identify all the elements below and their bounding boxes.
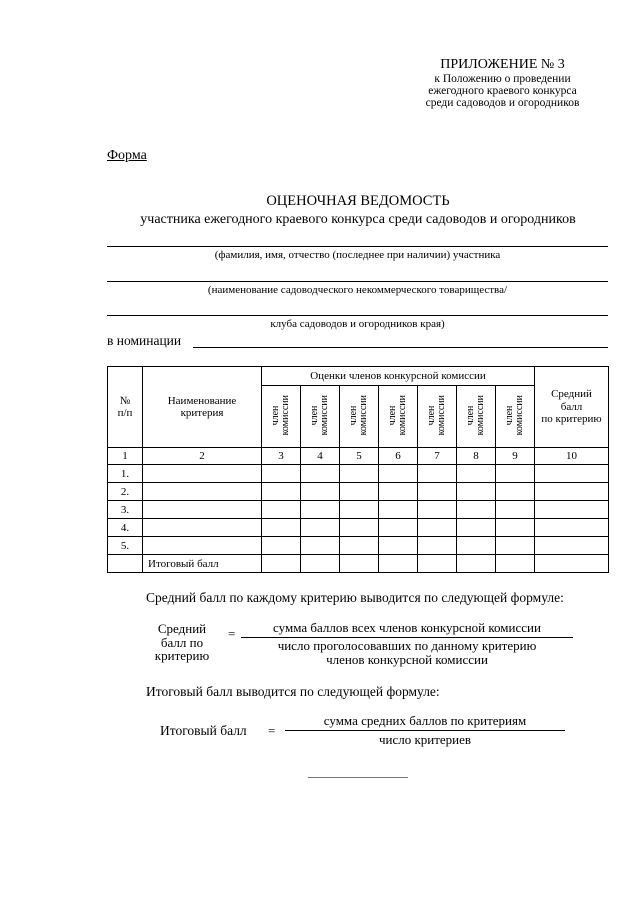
average-cell[interactable]: [535, 537, 609, 555]
end-divider: [308, 777, 408, 778]
score-cell[interactable]: [340, 537, 379, 555]
row-number: 5.: [108, 537, 143, 555]
score-cell[interactable]: [379, 519, 418, 537]
criterion-cell[interactable]: [143, 465, 262, 483]
average-cell[interactable]: [535, 501, 609, 519]
formula2-fraction-bar: [285, 730, 565, 731]
table-row: [108, 537, 609, 555]
evaluation-table: [107, 366, 609, 573]
score-cell[interactable]: [418, 501, 457, 519]
total-score-cell[interactable]: [340, 555, 379, 573]
score-cell[interactable]: [301, 519, 340, 537]
table-row: [108, 519, 609, 537]
table-header-row: [108, 367, 609, 386]
index-cell: 3: [262, 448, 301, 465]
table-row: [108, 465, 609, 483]
organization-line-2[interactable]: [107, 315, 608, 316]
formula1-left: Средний балл по критерию: [154, 621, 210, 664]
organization-caption-2: клуба садоводов и огородников края): [270, 318, 445, 330]
header-member: член комиссии: [340, 386, 379, 448]
score-cell[interactable]: [457, 519, 496, 537]
formula2-left: Итоговый балл: [160, 723, 247, 738]
row-number: 4.: [108, 519, 143, 537]
score-cell[interactable]: [457, 501, 496, 519]
total-score-cell[interactable]: [418, 555, 457, 573]
total-score-cell[interactable]: [457, 555, 496, 573]
score-cell[interactable]: [340, 501, 379, 519]
header-member: член комиссии: [457, 386, 496, 448]
score-cell[interactable]: [418, 519, 457, 537]
score-cell[interactable]: [379, 483, 418, 501]
form-label: Форма: [107, 148, 147, 163]
score-cell[interactable]: [496, 537, 535, 555]
score-cell[interactable]: [301, 537, 340, 555]
nomination-line[interactable]: [193, 347, 608, 348]
header-scores-group: Оценки членов конкурсной комиссии: [262, 367, 535, 386]
score-cell[interactable]: [340, 483, 379, 501]
row-number: 3.: [108, 501, 143, 519]
average-cell[interactable]: [535, 483, 609, 501]
criterion-cell[interactable]: [143, 483, 262, 501]
header-member: член комиссии: [301, 386, 340, 448]
appendix-line: ежегодного краевого конкурса: [428, 84, 577, 97]
header-num: № п/п: [108, 367, 143, 448]
table-total-row: [108, 555, 609, 573]
formula1-denominator: число проголосовавших по данному критерию членов конкурсной комиссии: [277, 638, 537, 667]
total-label: Итоговый балл: [143, 555, 262, 573]
score-cell[interactable]: [262, 519, 301, 537]
score-cell[interactable]: [496, 465, 535, 483]
index-cell: 9: [496, 448, 535, 465]
header-criterion: Наименование критерия: [143, 367, 262, 448]
score-cell[interactable]: [301, 501, 340, 519]
score-cell[interactable]: [418, 465, 457, 483]
score-cell[interactable]: [379, 501, 418, 519]
score-cell[interactable]: [262, 483, 301, 501]
score-cell[interactable]: [496, 519, 535, 537]
header-member: член комиссии: [418, 386, 457, 448]
index-cell: 2: [143, 448, 262, 465]
score-cell[interactable]: [496, 501, 535, 519]
score-cell[interactable]: [262, 465, 301, 483]
formula2-denominator: число критериев: [378, 732, 472, 747]
average-cell[interactable]: [535, 519, 609, 537]
table-index-row: [108, 448, 609, 465]
appendix-header: [400, 58, 605, 109]
score-cell[interactable]: [262, 501, 301, 519]
participant-caption: (фамилия, имя, отчество (последнее при наличии) участника: [214, 249, 501, 261]
nomination-label: в номинации: [107, 333, 182, 348]
participant-name-line[interactable]: [107, 246, 608, 247]
score-cell[interactable]: [457, 465, 496, 483]
score-cell[interactable]: [301, 465, 340, 483]
total-score-cell[interactable]: [301, 555, 340, 573]
appendix-line: среди садоводов и огородников: [425, 96, 580, 109]
formula1-equals: =: [228, 626, 236, 641]
criterion-cell[interactable]: [143, 501, 262, 519]
criterion-cell[interactable]: [143, 537, 262, 555]
header-member: член комиссии: [496, 386, 535, 448]
total-score-cell[interactable]: [496, 555, 535, 573]
appendix-title: ПРИЛОЖЕНИЕ № 3: [440, 57, 565, 72]
header-average: Средний балл по критерию: [535, 367, 609, 448]
score-cell[interactable]: [262, 537, 301, 555]
index-cell: 5: [340, 448, 379, 465]
score-cell[interactable]: [457, 483, 496, 501]
score-cell[interactable]: [457, 537, 496, 555]
total-score-cell[interactable]: [379, 555, 418, 573]
index-cell: 1: [108, 448, 143, 465]
score-cell[interactable]: [379, 465, 418, 483]
document-title: ОЦЕНОЧНАЯ ВЕДОМОСТЬ: [266, 193, 450, 209]
appendix-line: к Положению о проведении: [434, 72, 571, 85]
total-empty: [108, 555, 143, 573]
formula2-equals: =: [268, 723, 276, 738]
row-number: 2.: [108, 483, 143, 501]
total-average-cell[interactable]: [535, 555, 609, 573]
score-cell[interactable]: [301, 483, 340, 501]
score-cell[interactable]: [496, 483, 535, 501]
header-member: член комиссии: [379, 386, 418, 448]
formula2-intro: Итоговый балл выводится по следующей формуле:: [146, 684, 440, 699]
table-row: [108, 483, 609, 501]
organization-line-1[interactable]: [107, 281, 608, 282]
criterion-cell[interactable]: [143, 519, 262, 537]
row-number: 1.: [108, 465, 143, 483]
formula1-intro: Средний балл по каждому критерию выводится по следующей формуле:: [146, 590, 564, 605]
index-cell: 10: [535, 448, 609, 465]
formula1-numerator: сумма баллов всех членов конкурсной комиссии: [273, 620, 541, 635]
document-subtitle: участника ежегодного краевого конкурса среди садоводов и огородников: [140, 212, 576, 227]
index-cell: 8: [457, 448, 496, 465]
header-member: член комиссии: [262, 386, 301, 448]
score-cell[interactable]: [418, 483, 457, 501]
score-cell[interactable]: [340, 519, 379, 537]
index-cell: 4: [301, 448, 340, 465]
total-score-cell[interactable]: [262, 555, 301, 573]
table-row: [108, 501, 609, 519]
score-cell[interactable]: [379, 537, 418, 555]
index-cell: 7: [418, 448, 457, 465]
formula2-numerator: сумма средних баллов по критериям: [323, 713, 527, 728]
organization-caption-1: (наименование садоводческого некоммерческого товарищества/: [207, 284, 508, 296]
score-cell[interactable]: [418, 537, 457, 555]
index-cell: 6: [379, 448, 418, 465]
average-cell[interactable]: [535, 465, 609, 483]
score-cell[interactable]: [340, 465, 379, 483]
